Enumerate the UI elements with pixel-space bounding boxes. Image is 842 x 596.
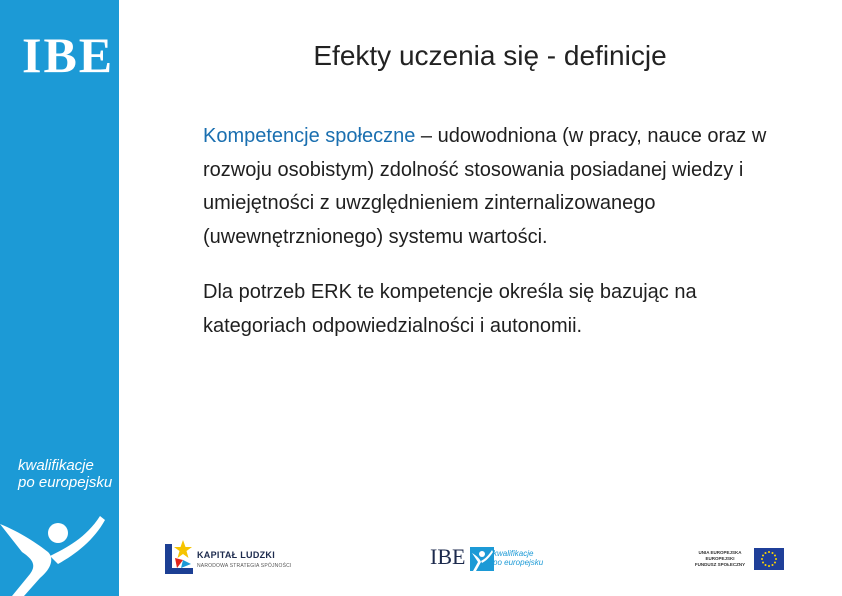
kapital-ludzki-title: KAPITAŁ LUDZKI <box>197 550 276 560</box>
definition-text: – udowodniona (w pracy, nauce oraz w rozwoju osobistym) zdolność stosowania posiadanej wiedzy i umiejętności z uwzględnieniem zinternalizowanego (uwewnętrznionego) systemu wartości. <box>203 125 767 248</box>
figure-icon <box>470 547 494 571</box>
body-text <box>203 120 803 343</box>
kapital-ludzki-subtitle: NARODOWA STRATEGIA SPÓJNOŚCI <box>197 563 292 569</box>
ibe-footer-logo-text: IBE <box>430 544 466 569</box>
brand-tagline-line2: po europejsku <box>18 474 113 491</box>
erk-paragraph: Dla potrzeb ERK te kompetencje określa się bazując na kategoriach odpowiedzialności i autonomii. <box>203 281 697 337</box>
ibe-footer-tagline-line2: po europejsku <box>493 558 544 567</box>
figure-icon <box>0 506 119 596</box>
brand-tagline <box>18 457 118 491</box>
ibe-footer-tagline <box>493 549 543 567</box>
eu-text <box>688 550 752 568</box>
ibe-footer-tagline-line1: kwalifikacje <box>493 549 534 558</box>
kapital-ludzki-logo <box>165 538 295 574</box>
page-title: Efekty uczenia się - definicje <box>313 40 667 71</box>
eu-logo <box>688 546 788 576</box>
term-highlight: Kompetencje społeczne <box>203 125 416 147</box>
eu-line3: FUNDUSZ SPOŁECZNY <box>694 562 746 567</box>
brand-tagline-line1: kwalifikacje <box>18 457 94 474</box>
eu-flag-icon <box>754 548 784 570</box>
ibe-logo: IBE <box>22 27 115 83</box>
eu-line1: UNIA EUROPEJSKA <box>698 550 742 555</box>
eu-line2: EUROPEJSKI <box>705 556 735 561</box>
definition-paragraph <box>203 120 803 254</box>
sidebar <box>0 0 119 596</box>
kapital-ludzki-star-icon <box>165 538 193 574</box>
